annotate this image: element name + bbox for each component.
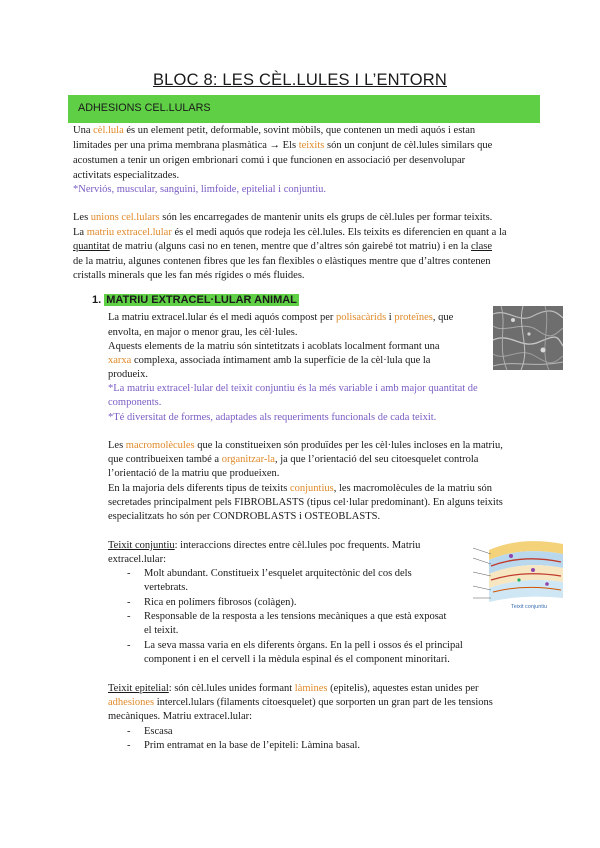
figure-label: Teixit conjuntiu: [511, 604, 548, 610]
unions-line-2: La matriu extracel.lular és el medi aquós que rodeja les cèl.lules. Els teixits es diferencien en quant a la: [73, 227, 507, 238]
unions-line-3: quantitat de matriu (alguns casi no en tenen, mentre que d’altres són gairebé tot matriu) i en la clase: [73, 241, 493, 252]
epitelial-line-2: adhesiones intercel.lulars (filaments citoesquelet) que sorporten un gran part de les tensions: [108, 697, 493, 708]
matrix-line-4: xarxa complexa, associada íntimament amb la superfície de la cèl·lula que la: [108, 355, 431, 366]
macro-line-2: que contribueixen també a organitzar-la, ja que l’orientació del seu citoesquelet controla: [108, 454, 479, 465]
macro-line-1: Les macromolècules que la constitueixen són produïdes per les cèl·lules incloses en la matriu,: [108, 440, 503, 451]
matrix-line-5: produeix.: [108, 369, 148, 380]
intro-note: *Nerviós, muscular, sanguini, limfoide, epitelial i conjuntiu.: [73, 184, 326, 195]
unions-line-5: cristalls minerals que les fan més rígides o més fluides.: [73, 270, 305, 281]
matrix-note-1b: components.: [108, 397, 162, 408]
epitelial-item-1: Escasa: [144, 726, 173, 737]
conjuntiu-item-3: Responsable de la resposta a les tensions mecàniques a que està exposat: [144, 611, 447, 622]
bullet-dash: -: [127, 597, 131, 608]
conjuntiu-item-4: La seva massa varia en els diferents òrgans. En la pell i ossos és el principal: [144, 640, 463, 651]
matrix-note-2: *Té diversitat de formes, adaptades als requeriments funcionals de cada teixit.: [108, 412, 437, 423]
intro-line-4: activitats especialitzades.: [73, 170, 180, 181]
bullet-dash: -: [127, 568, 131, 579]
bullet-dash: -: [127, 726, 131, 737]
unions-line-1: Les unions cel.lulars són les encarregades de mantenir units els grups de cèl.lules per formar teixits.: [73, 212, 493, 223]
matrix-line-3: Aquests elements de la matriu són sintetitzats i acoblats localment formant una: [108, 341, 440, 352]
section-1-heading: [92, 294, 299, 306]
conjuntiu-line-1: Teixit conjuntiu: interaccions directes entre cèl.lules poc frequents. Matriu: [108, 540, 421, 551]
macro-line-6: especialitzats ho són per CONDROBLASTS i OSTEOBLASTS.: [108, 511, 381, 522]
section-1-title: MATRIU EXTRACEL·LULAR ANIMAL: [106, 294, 297, 306]
unions-line-4: de la matriu, algunes contenen fibres que les fan flexibles o elàstiques mentre que d’altres contenen: [73, 256, 491, 267]
matrix-line-2: envolta, en major o menor grau, les cèl·lules.: [108, 327, 298, 338]
intro-line-1: Una cèl.lula és un element petit, deformable, sovint mòbils, que contenen un medi aquós i estan: [73, 125, 476, 136]
conjuntiu-item-1: Molt abundant. Constitueix l’esquelet arquitectònic del cos dels: [144, 568, 412, 579]
bullet-dash: -: [127, 740, 131, 751]
macro-line-5: secretades principalment pels FIBROBLASTS (tipus cel·lular predominant). En alguns teixits: [108, 497, 503, 508]
section-band: [68, 95, 540, 123]
section-band-label: ADHESIONS CEL.LULARS: [78, 102, 211, 114]
macro-line-4: En la majoria dels diferents tipus de teixits conjuntius, les macromolècules de la matriu són: [108, 483, 493, 494]
conjuntiu-item-3-cont: el teixit.: [144, 625, 179, 636]
section-1-number: 1.: [92, 294, 102, 306]
epitelial-line-1: Teixit epitelial: són cèl.lules unides formant làmines (epitelis), aquestes estan unides per: [108, 683, 479, 694]
page-title: BLOC 8: LES CÈL.LULES I L’ENTORN: [152, 71, 448, 89]
epitelial-line-3: mecàniques. Matriu extracel.lular:: [108, 711, 253, 722]
matrix-line-1: La matriu extracel.lular és el medi aquós compost per polisacàrids i proteïnes, que: [108, 312, 454, 323]
bullet-dash: -: [127, 611, 131, 622]
conjuntiu-item-2: Rica en polímers fibrosos (colàgen).: [144, 597, 297, 608]
epitelial-item-2: Prim entramat en la base de l’epiteli: Làmina basal.: [144, 740, 361, 751]
conjuntiu-line-2: extracel.lular:: [108, 554, 167, 565]
connective-tissue-diagram: [471, 532, 566, 610]
matrix-note-1: *La matriu extracel·lular del teixit conjuntiu és la més variable i amb major quantitat de: [108, 383, 478, 394]
conjuntiu-item-1-cont: vertebrats.: [144, 582, 189, 593]
macro-line-3: l’orientació de la matriu que produeixen.: [108, 468, 280, 479]
intro-line-2: limitades per una prima membrana plasmàtica → Els teixits són un conjunt de cèl.lules similars que: [73, 140, 493, 151]
conjuntiu-item-4-cont: component i en el cervell i la mèdula espinal és el component minoritari.: [144, 654, 450, 665]
bullet-dash: -: [127, 640, 131, 651]
matrix-micrograph-image: [493, 306, 563, 370]
intro-line-3: acostumen a tenir un origen embrionari comú i que funcionen en associació per desenvolupar: [73, 155, 466, 166]
